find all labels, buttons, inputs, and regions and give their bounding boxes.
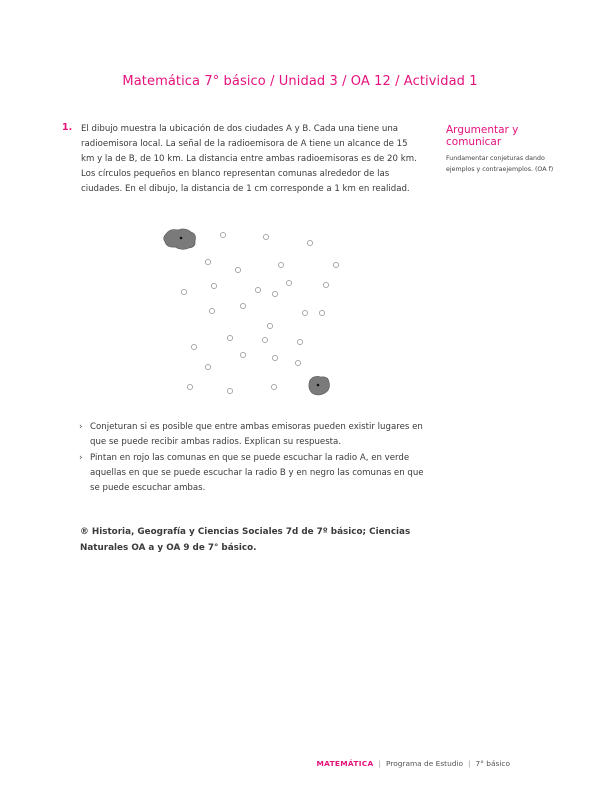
instructions-list [79, 420, 429, 497]
activity-statement: El dibujo muestra la ubicación de dos ciudades A y B. Cada una tiene una radioemisora local. La señal de la radioemisora de A tiene un alcance de 15 km y la de B, de 10 km. La distancia entre ambas radioemisoras es de 20 km. Los círculos pequeños en blanco representan comunas alrededor de las ciudades. En el dibujo, la distancia de 1 cm corresponde a 1 km en realidad. [81, 124, 417, 194]
commune-circle [240, 352, 245, 357]
city-a-blob [164, 229, 196, 249]
commune-circle [267, 323, 272, 328]
commune-circle [297, 339, 302, 344]
commune-circle [272, 291, 277, 296]
commune-circle [235, 267, 240, 272]
commune-circle [205, 259, 210, 264]
commune-circle [227, 388, 232, 393]
chevron-right-icon: › [79, 453, 83, 463]
city-b-blob [309, 376, 330, 395]
commune-circle [323, 282, 328, 287]
commune-circle [240, 303, 245, 308]
commune-circle [286, 280, 291, 285]
activity-number: 1. [62, 122, 73, 133]
commune-circle [255, 287, 260, 292]
instruction-item [79, 420, 429, 450]
commune-circle [263, 234, 268, 239]
commune-circle [187, 384, 192, 389]
city-map-figure [158, 220, 348, 400]
commune-circle [181, 289, 186, 294]
commune-circle [209, 308, 214, 313]
footer-grade: 7° básico [475, 759, 510, 768]
commune-circle [191, 344, 196, 349]
footer-subject: MATEMÁTICA [316, 759, 374, 768]
page-title: Matemática 7° básico / Unidad 3 / OA 12 / Actividad 1 [122, 74, 478, 89]
city-b-radio-dot [317, 384, 320, 387]
commune-circle [295, 360, 300, 365]
commune-circle [211, 283, 216, 288]
commune-circle [319, 310, 324, 315]
commune-circle [271, 384, 276, 389]
commune-circle [227, 335, 232, 340]
communes-group [181, 232, 338, 393]
chevron-right-icon: › [79, 422, 83, 432]
city-a-radio-dot [180, 237, 183, 240]
sidebar-skill-title: Argumentar y comunicar [446, 124, 519, 148]
instruction-text: Pintan en rojo las comunas en que se puede escuchar la radio A, en verde aquellas en que se puede escuchar la radio B y en negro las comunas en que se puede escuchar ambas. [90, 453, 424, 493]
commune-circle [302, 310, 307, 315]
footer-separator: | [378, 759, 381, 768]
commune-circle [333, 262, 338, 267]
curriculum-footnote: ® Historia, Geografía y Ciencias Sociales 7d de 7º básico; Ciencias Naturales OA a y OA 9 de 7° básico. [80, 527, 411, 553]
instruction-item [79, 451, 429, 496]
commune-circle [278, 262, 283, 267]
commune-circle [262, 337, 267, 342]
sidebar-skill-description: Fundamentar conjeturas dando ejemplos y contraejemplos. (OA f) [446, 155, 554, 173]
footer-separator: | [468, 759, 471, 768]
commune-circle [272, 355, 277, 360]
page-footer [316, 759, 510, 768]
footer-program: Programa de Estudio [386, 759, 464, 768]
commune-circle [220, 232, 225, 237]
instruction-text: Conjeturan si es posible que entre ambas emisoras pueden existir lugares en que se puede recibir ambas radios. Explican su respuesta. [90, 422, 423, 447]
commune-circle [205, 364, 210, 369]
commune-circle [307, 240, 312, 245]
